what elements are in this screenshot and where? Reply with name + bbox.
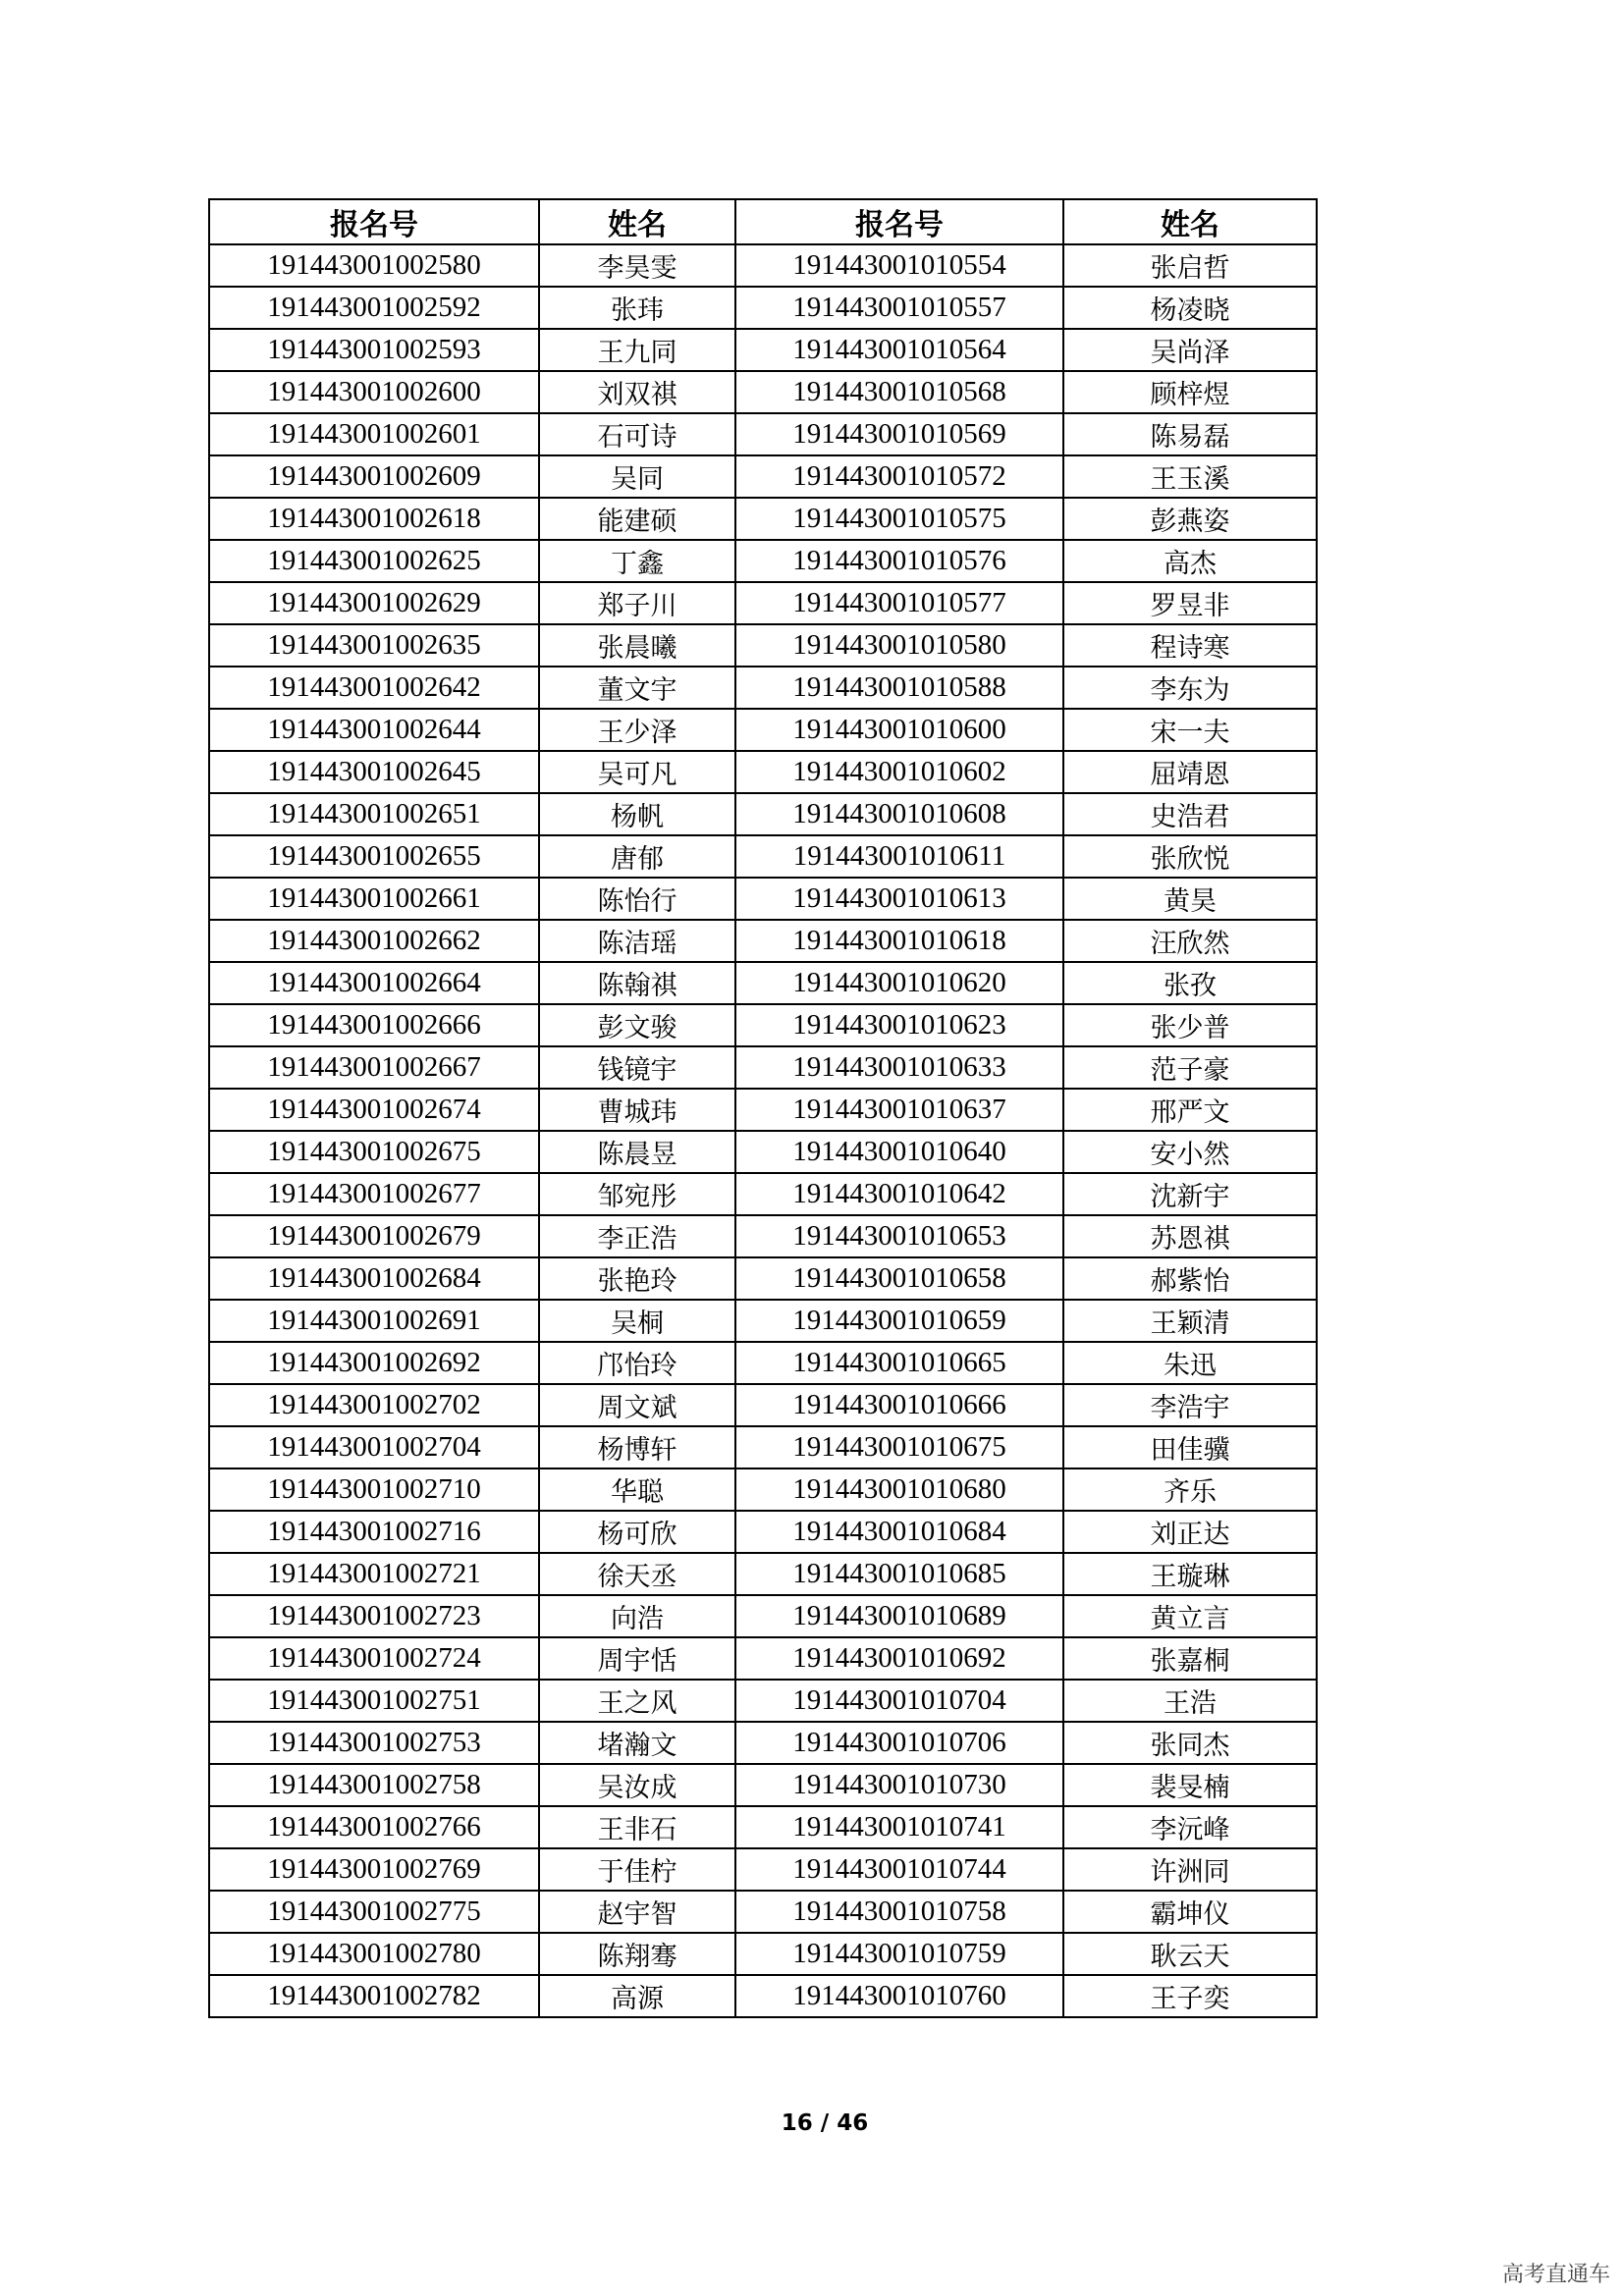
cell-registration-no-left: 191443001002769 [209, 1848, 539, 1891]
table-row [209, 1131, 1317, 1173]
cell-name-left: 向浩 [539, 1595, 735, 1637]
watermark: 高考直通车 [1501, 2263, 1610, 2287]
cell-registration-no-left: 191443001002661 [209, 878, 539, 920]
table-row [209, 1891, 1317, 1933]
cell-name-right: 张嘉桐 [1063, 1637, 1317, 1680]
table-row [209, 1173, 1317, 1215]
cell-name-left: 徐天丞 [539, 1553, 735, 1595]
cell-name-left: 曹城玮 [539, 1089, 735, 1131]
cell-name-left: 王少泽 [539, 709, 735, 751]
cell-name-left: 石可诗 [539, 413, 735, 455]
cell-name-right: 范子豪 [1063, 1046, 1317, 1089]
cell-name-left: 吴同 [539, 455, 735, 498]
cell-name-left: 杨博轩 [539, 1426, 735, 1468]
cell-name-right: 吴尚泽 [1063, 329, 1317, 371]
cell-name-left: 吴可凡 [539, 751, 735, 793]
table-row [209, 413, 1317, 455]
table-row [209, 287, 1317, 329]
table-row [209, 1722, 1317, 1764]
page-number: 16 / 46 [781, 2110, 869, 2136]
cell-registration-no-right: 191443001010618 [735, 920, 1063, 962]
table-row [209, 1511, 1317, 1553]
table-row [209, 1468, 1317, 1511]
cell-name-right: 王璇琳 [1063, 1553, 1317, 1595]
cell-name-left: 吴桐 [539, 1300, 735, 1342]
cell-registration-no-left: 191443001002710 [209, 1468, 539, 1511]
cell-name-left: 丁鑫 [539, 540, 735, 582]
cell-registration-no-right: 191443001010611 [735, 835, 1063, 878]
cell-registration-no-right: 191443001010665 [735, 1342, 1063, 1384]
table-row [209, 1553, 1317, 1595]
cell-registration-no-left: 191443001002644 [209, 709, 539, 751]
table-row [209, 582, 1317, 624]
cell-name-left: 邝怡玲 [539, 1342, 735, 1384]
cell-name-left: 张晨曦 [539, 624, 735, 667]
table-row [209, 1848, 1317, 1891]
cell-registration-no-right: 191443001010642 [735, 1173, 1063, 1215]
cell-registration-no-right: 191443001010568 [735, 371, 1063, 413]
cell-name-right: 刘正达 [1063, 1511, 1317, 1553]
cell-registration-no-left: 191443001002758 [209, 1764, 539, 1806]
cell-registration-no-left: 191443001002721 [209, 1553, 539, 1595]
cell-name-left: 华聪 [539, 1468, 735, 1511]
cell-name-left: 王非石 [539, 1806, 735, 1848]
cell-name-right: 顾梓煜 [1063, 371, 1317, 413]
cell-registration-no-left: 191443001002674 [209, 1089, 539, 1131]
cell-name-right: 苏恩祺 [1063, 1215, 1317, 1257]
cell-registration-no-right: 191443001010620 [735, 962, 1063, 1004]
cell-registration-no-right: 191443001010572 [735, 455, 1063, 498]
header-registration-no-right: 报名号 [735, 199, 1063, 244]
cell-name-right: 安小然 [1063, 1131, 1317, 1173]
cell-name-left: 陈晨昱 [539, 1131, 735, 1173]
cell-name-right: 汪欣然 [1063, 920, 1317, 962]
cell-registration-no-right: 191443001010577 [735, 582, 1063, 624]
cell-registration-no-right: 191443001010706 [735, 1722, 1063, 1764]
cell-registration-no-left: 191443001002766 [209, 1806, 539, 1848]
table-row [209, 1089, 1317, 1131]
cell-name-right: 霸坤仪 [1063, 1891, 1317, 1933]
table-row [209, 1215, 1317, 1257]
table-row [209, 1806, 1317, 1848]
cell-registration-no-left: 191443001002651 [209, 793, 539, 835]
cell-name-left: 邹宛彤 [539, 1173, 735, 1215]
cell-name-left: 董文宇 [539, 667, 735, 709]
cell-name-left: 彭文骏 [539, 1004, 735, 1046]
cell-registration-no-right: 191443001010633 [735, 1046, 1063, 1089]
cell-registration-no-right: 191443001010588 [735, 667, 1063, 709]
cell-registration-no-left: 191443001002593 [209, 329, 539, 371]
cell-name-left: 陈翔骞 [539, 1933, 735, 1975]
cell-registration-no-left: 191443001002675 [209, 1131, 539, 1173]
cell-registration-no-left: 191443001002782 [209, 1975, 539, 2017]
cell-name-right: 张少普 [1063, 1004, 1317, 1046]
cell-registration-no-right: 191443001010575 [735, 498, 1063, 540]
cell-name-right: 王浩 [1063, 1680, 1317, 1722]
cell-registration-no-right: 191443001010666 [735, 1384, 1063, 1426]
cell-registration-no-left: 191443001002655 [209, 835, 539, 878]
cell-name-right: 张启哲 [1063, 244, 1317, 287]
cell-registration-no-right: 191443001010637 [735, 1089, 1063, 1131]
cell-name-right: 黄立言 [1063, 1595, 1317, 1637]
table-row [209, 1004, 1317, 1046]
cell-name-right: 黄昊 [1063, 878, 1317, 920]
cell-registration-no-right: 191443001010758 [735, 1891, 1063, 1933]
cell-name-right: 郝紫怡 [1063, 1257, 1317, 1300]
cell-registration-no-right: 191443001010602 [735, 751, 1063, 793]
cell-registration-no-right: 191443001010653 [735, 1215, 1063, 1257]
cell-name-right: 程诗寒 [1063, 624, 1317, 667]
cell-name-right: 张孜 [1063, 962, 1317, 1004]
cell-name-left: 杨帆 [539, 793, 735, 835]
cell-registration-no-left: 191443001002780 [209, 1933, 539, 1975]
header-registration-no-left: 报名号 [209, 199, 539, 244]
table-row [209, 1764, 1317, 1806]
cell-registration-no-left: 191443001002629 [209, 582, 539, 624]
cell-name-left: 刘双祺 [539, 371, 735, 413]
table-row [209, 1595, 1317, 1637]
table-row [209, 455, 1317, 498]
table-row [209, 244, 1317, 287]
cell-registration-no-right: 191443001010704 [735, 1680, 1063, 1722]
cell-registration-no-left: 191443001002642 [209, 667, 539, 709]
cell-name-right: 李浩宇 [1063, 1384, 1317, 1426]
table-row [209, 878, 1317, 920]
cell-name-left: 王之风 [539, 1680, 735, 1722]
cell-registration-no-right: 191443001010675 [735, 1426, 1063, 1468]
cell-registration-no-right: 191443001010640 [735, 1131, 1063, 1173]
cell-registration-no-left: 191443001002664 [209, 962, 539, 1004]
cell-name-right: 彭燕姿 [1063, 498, 1317, 540]
cell-registration-no-right: 191443001010576 [735, 540, 1063, 582]
cell-name-left: 能建硕 [539, 498, 735, 540]
cell-name-left: 钱镜宇 [539, 1046, 735, 1089]
cell-name-left: 李正浩 [539, 1215, 735, 1257]
cell-registration-no-right: 191443001010554 [735, 244, 1063, 287]
cell-registration-no-left: 191443001002704 [209, 1426, 539, 1468]
cell-name-left: 吴汝成 [539, 1764, 735, 1806]
cell-registration-no-left: 191443001002601 [209, 413, 539, 455]
header-name-right: 姓名 [1063, 199, 1317, 244]
cell-registration-no-right: 191443001010600 [735, 709, 1063, 751]
cell-name-left: 堵瀚文 [539, 1722, 735, 1764]
cell-registration-no-right: 191443001010557 [735, 287, 1063, 329]
cell-name-right: 王玉溪 [1063, 455, 1317, 498]
cell-registration-no-right: 191443001010613 [735, 878, 1063, 920]
cell-registration-no-left: 191443001002692 [209, 1342, 539, 1384]
cell-registration-no-right: 191443001010689 [735, 1595, 1063, 1637]
table-row [209, 793, 1317, 835]
cell-registration-no-left: 191443001002618 [209, 498, 539, 540]
table-row [209, 1637, 1317, 1680]
cell-name-right: 裴旻楠 [1063, 1764, 1317, 1806]
cell-name-right: 许洲同 [1063, 1848, 1317, 1891]
cell-name-right: 王颖清 [1063, 1300, 1317, 1342]
header-name-left: 姓名 [539, 199, 735, 244]
cell-registration-no-left: 191443001002716 [209, 1511, 539, 1553]
cell-registration-no-right: 191443001010760 [735, 1975, 1063, 2017]
cell-registration-no-left: 191443001002609 [209, 455, 539, 498]
cell-registration-no-left: 191443001002775 [209, 1891, 539, 1933]
cell-registration-no-right: 191443001010564 [735, 329, 1063, 371]
table-row [209, 1342, 1317, 1384]
cell-registration-no-right: 191443001010623 [735, 1004, 1063, 1046]
cell-registration-no-left: 191443001002662 [209, 920, 539, 962]
table-row [209, 751, 1317, 793]
cell-name-left: 郑子川 [539, 582, 735, 624]
cell-name-right: 宋一夫 [1063, 709, 1317, 751]
cell-registration-no-right: 191443001010680 [735, 1468, 1063, 1511]
cell-name-right: 张欣悦 [1063, 835, 1317, 878]
table-row [209, 540, 1317, 582]
cell-registration-no-right: 191443001010744 [735, 1848, 1063, 1891]
cell-registration-no-right: 191443001010685 [735, 1553, 1063, 1595]
cell-registration-no-left: 191443001002677 [209, 1173, 539, 1215]
cell-registration-no-right: 191443001010569 [735, 413, 1063, 455]
cell-registration-no-left: 191443001002684 [209, 1257, 539, 1300]
cell-registration-no-left: 191443001002723 [209, 1595, 539, 1637]
table-row [209, 920, 1317, 962]
table-row [209, 1046, 1317, 1089]
cell-name-right: 李沅峰 [1063, 1806, 1317, 1848]
table-row [209, 835, 1317, 878]
cell-name-right: 张同杰 [1063, 1722, 1317, 1764]
cell-name-right: 耿云天 [1063, 1933, 1317, 1975]
cell-name-right: 李东为 [1063, 667, 1317, 709]
cell-registration-no-right: 191443001010730 [735, 1764, 1063, 1806]
cell-registration-no-left: 191443001002600 [209, 371, 539, 413]
cell-name-left: 陈翰祺 [539, 962, 735, 1004]
table-row [209, 371, 1317, 413]
cell-name-left: 周宇恬 [539, 1637, 735, 1680]
cell-name-left: 赵宇智 [539, 1891, 735, 1933]
cell-name-left: 李昊雯 [539, 244, 735, 287]
cell-name-right: 高杰 [1063, 540, 1317, 582]
cell-registration-no-right: 191443001010608 [735, 793, 1063, 835]
table-row [209, 498, 1317, 540]
cell-registration-no-right: 191443001010692 [735, 1637, 1063, 1680]
cell-registration-no-left: 191443001002667 [209, 1046, 539, 1089]
table-row [209, 1257, 1317, 1300]
cell-name-left: 陈洁瑶 [539, 920, 735, 962]
cell-name-right: 罗昱非 [1063, 582, 1317, 624]
cell-name-left: 张艳玲 [539, 1257, 735, 1300]
cell-name-left: 陈怡行 [539, 878, 735, 920]
table-row [209, 667, 1317, 709]
cell-registration-no-right: 191443001010741 [735, 1806, 1063, 1848]
table-row [209, 1975, 1317, 2017]
table-row [209, 1300, 1317, 1342]
table-row [209, 1933, 1317, 1975]
registration-table [208, 198, 1318, 2018]
cell-name-right: 沈新宇 [1063, 1173, 1317, 1215]
cell-registration-no-left: 191443001002592 [209, 287, 539, 329]
cell-registration-no-left: 191443001002645 [209, 751, 539, 793]
cell-name-right: 杨凌晓 [1063, 287, 1317, 329]
cell-registration-no-left: 191443001002724 [209, 1637, 539, 1680]
table-row [209, 1680, 1317, 1722]
cell-registration-no-right: 191443001010759 [735, 1933, 1063, 1975]
cell-name-left: 周文斌 [539, 1384, 735, 1426]
table-header-row [209, 199, 1317, 244]
cell-registration-no-left: 191443001002679 [209, 1215, 539, 1257]
cell-name-right: 陈易磊 [1063, 413, 1317, 455]
cell-name-right: 齐乐 [1063, 1468, 1317, 1511]
cell-registration-no-left: 191443001002753 [209, 1722, 539, 1764]
cell-registration-no-left: 191443001002580 [209, 244, 539, 287]
cell-name-right: 朱迅 [1063, 1342, 1317, 1384]
cell-registration-no-right: 191443001010580 [735, 624, 1063, 667]
table-body [209, 244, 1317, 2017]
cell-name-left: 杨可欣 [539, 1511, 735, 1553]
cell-name-right: 邢严文 [1063, 1089, 1317, 1131]
cell-registration-no-left: 191443001002635 [209, 624, 539, 667]
cell-name-right: 王子奕 [1063, 1975, 1317, 2017]
cell-registration-no-right: 191443001010658 [735, 1257, 1063, 1300]
cell-name-left: 张玮 [539, 287, 735, 329]
cell-registration-no-right: 191443001010659 [735, 1300, 1063, 1342]
cell-name-right: 屈靖恩 [1063, 751, 1317, 793]
table-row [209, 1384, 1317, 1426]
cell-name-right: 史浩君 [1063, 793, 1317, 835]
cell-name-left: 王九同 [539, 329, 735, 371]
cell-name-left: 高源 [539, 1975, 735, 2017]
table-row [209, 962, 1317, 1004]
cell-registration-no-left: 191443001002625 [209, 540, 539, 582]
cell-name-right: 田佳骥 [1063, 1426, 1317, 1468]
cell-registration-no-right: 191443001010684 [735, 1511, 1063, 1553]
cell-registration-no-left: 191443001002751 [209, 1680, 539, 1722]
table-row [209, 709, 1317, 751]
cell-registration-no-left: 191443001002666 [209, 1004, 539, 1046]
cell-name-left: 唐郁 [539, 835, 735, 878]
table-row [209, 624, 1317, 667]
table-row [209, 329, 1317, 371]
table-row [209, 1426, 1317, 1468]
cell-name-left: 于佳柠 [539, 1848, 735, 1891]
cell-registration-no-left: 191443001002702 [209, 1384, 539, 1426]
cell-registration-no-left: 191443001002691 [209, 1300, 539, 1342]
